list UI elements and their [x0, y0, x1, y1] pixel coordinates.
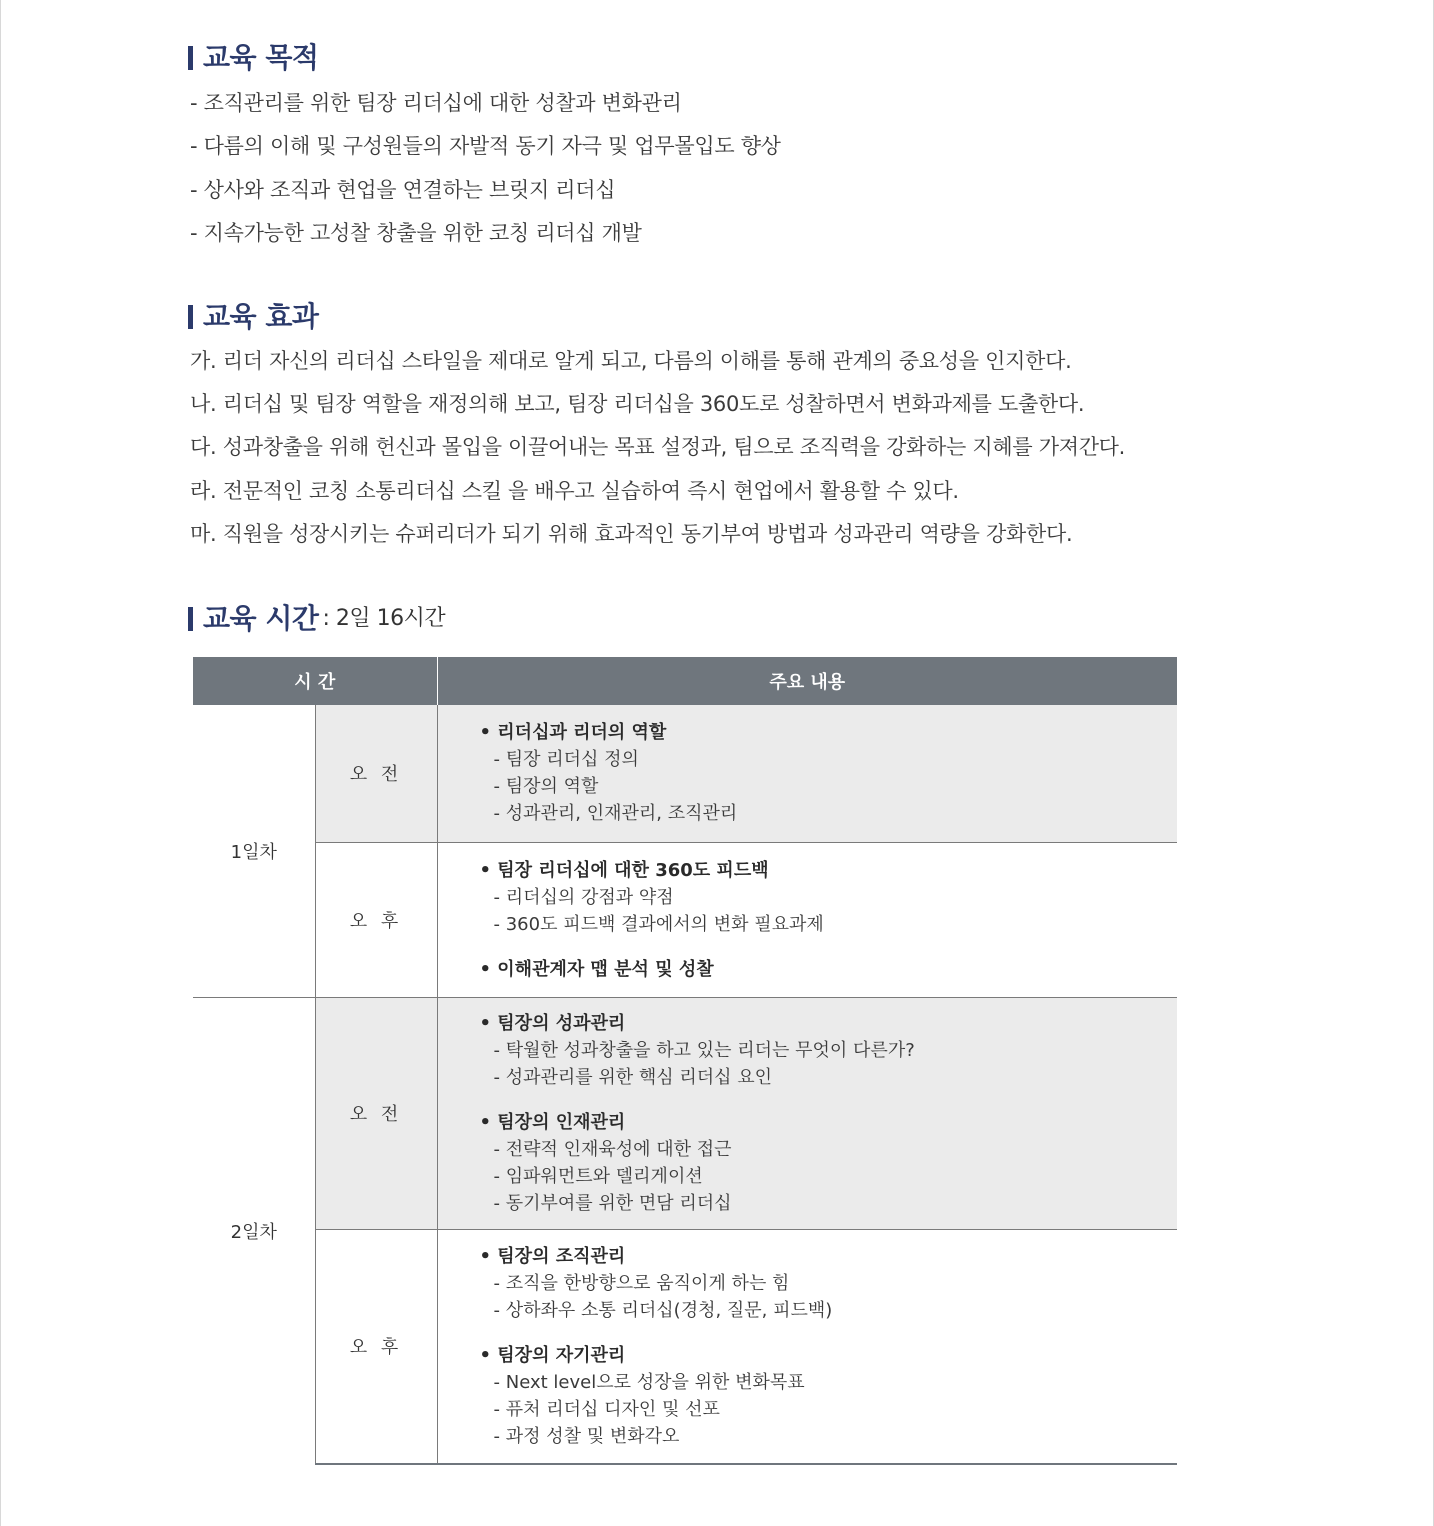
table-header-row — [193, 657, 1177, 705]
topic-title: • 팀장의 성과관리 — [480, 1010, 1178, 1037]
sub-item: - 조직을 한방향으로 움직이게 하는 힘 — [480, 1270, 1178, 1297]
topic-title: • 리더십과 리더의 역할 — [480, 719, 1178, 746]
effects-item: 나. 리더십 및 팀장 역할을 재정의해 보고, 팀장 리더십을 360도로 성찰하면서 변화과제를 도출한다. — [190, 392, 1085, 417]
sub-item: - 상하좌우 소통 리더십(경청, 질문, 피드백) — [480, 1297, 1178, 1324]
sub-item: - 과정 성찰 및 변화각오 — [480, 1423, 1178, 1450]
sub-item: - 리더십의 강점과 약점 — [480, 884, 1178, 911]
table-row — [193, 997, 1177, 1229]
period-label: 오 후 — [315, 1229, 437, 1464]
effects-title: 교육 효과 — [203, 300, 319, 333]
sub-item: - 팀장 리더십 정의 — [480, 746, 1178, 773]
sub-item: - 동기부여를 위한 면담 리더십 — [480, 1190, 1178, 1217]
content-block — [480, 1010, 1178, 1091]
time-heading — [188, 601, 445, 637]
table-row — [193, 842, 1177, 997]
content-block — [480, 1342, 1178, 1450]
effects-item: 마. 직원을 성장시키는 슈퍼리더가 되기 위해 효과적인 동기부여 방법과 성과관리 역량을 강화한다. — [190, 521, 1073, 546]
effects-item: 가. 리더 자신의 리더십 스타일을 제대로 알게 되고, 다름의 이해를 통해 관계의 중요성을 인지한다. — [190, 349, 1072, 373]
purpose-heading — [188, 40, 318, 76]
day-label: 2일차 — [193, 997, 315, 1464]
purpose-item: - 다름의 이해 및 구성원들의 자발적 동기 자극 및 업무몰입도 향상 — [190, 134, 781, 159]
purpose-title: 교육 목적 — [203, 41, 319, 74]
header-time: 시 간 — [193, 657, 437, 705]
schedule-table — [193, 657, 1177, 1465]
sub-item: - Next level으로 성장을 위한 변화목표 — [480, 1369, 1178, 1396]
topic-title: • 팀장의 조직관리 — [480, 1243, 1178, 1270]
heading-bar-icon — [188, 46, 193, 70]
sub-item: - 성과관리를 위한 핵심 리더십 요인 — [480, 1064, 1178, 1091]
heading-bar-icon — [188, 305, 193, 329]
period-label: 오 전 — [315, 997, 437, 1229]
page-left-border — [0, 0, 1, 1526]
session-content — [437, 705, 1177, 842]
purpose-item: - 조직관리를 위한 팀장 리더십에 대한 성찰과 변화관리 — [190, 91, 682, 115]
sub-item: - 탁월한 성과창출을 하고 있는 리더는 무엇이 다른가? — [480, 1037, 1178, 1064]
topic-title: • 팀장의 자기관리 — [480, 1342, 1178, 1369]
effects-heading — [188, 299, 318, 335]
sub-item: - 임파워먼트와 델리게이션 — [480, 1163, 1178, 1190]
table-row — [193, 1229, 1177, 1464]
topic-title: • 팀장 리더십에 대한 360도 피드백 — [480, 857, 1178, 884]
sub-item: - 전략적 인재육성에 대한 접근 — [480, 1136, 1178, 1163]
sub-item: - 360도 피드백 결과에서의 변화 필요과제 — [480, 911, 1178, 938]
sub-item: - 성과관리, 인재관리, 조직관리 — [480, 800, 1178, 827]
period-label: 오 후 — [315, 842, 437, 997]
time-duration: : 2일 16시간 — [322, 606, 446, 631]
effects-item: 다. 성과창출을 위해 헌신과 몰입을 이끌어내는 목표 설정과, 팀으로 조직력을 강화하는 지혜를 가져간다. — [190, 435, 1126, 460]
content-block — [480, 956, 1178, 983]
session-content — [437, 997, 1177, 1229]
topic-title: • 이해관계자 맵 분석 및 성찰 — [480, 956, 1178, 983]
purpose-item: - 상사와 조직과 현업을 연결하는 브릿지 리더십 — [190, 177, 616, 202]
time-title: 교육 시간 — [203, 602, 319, 635]
topic-title: • 팀장의 인재관리 — [480, 1109, 1178, 1136]
content-block — [480, 857, 1178, 938]
sub-item: - 퓨처 리더십 디자인 및 선포 — [480, 1396, 1178, 1423]
content-block — [480, 719, 1178, 827]
day-label: 1일차 — [193, 705, 315, 997]
header-content: 주요 내용 — [437, 657, 1177, 705]
session-content — [437, 842, 1177, 997]
sub-item: - 팀장의 역할 — [480, 773, 1178, 800]
effects-list — [190, 346, 1125, 562]
period-label: 오 전 — [315, 705, 437, 842]
session-content — [437, 1229, 1177, 1464]
content-block — [480, 1243, 1178, 1324]
effects-item: 라. 전문적인 코칭 소통리더십 스킬 을 배우고 실습하여 즉시 현업에서 활용할 수 있다. — [190, 478, 959, 503]
heading-bar-icon — [188, 607, 193, 631]
purpose-item: - 지속가능한 고성찰 창출을 위한 코칭 리더십 개발 — [190, 220, 642, 245]
content-block — [480, 1109, 1178, 1217]
purpose-list — [190, 88, 781, 261]
table-row — [193, 705, 1177, 842]
